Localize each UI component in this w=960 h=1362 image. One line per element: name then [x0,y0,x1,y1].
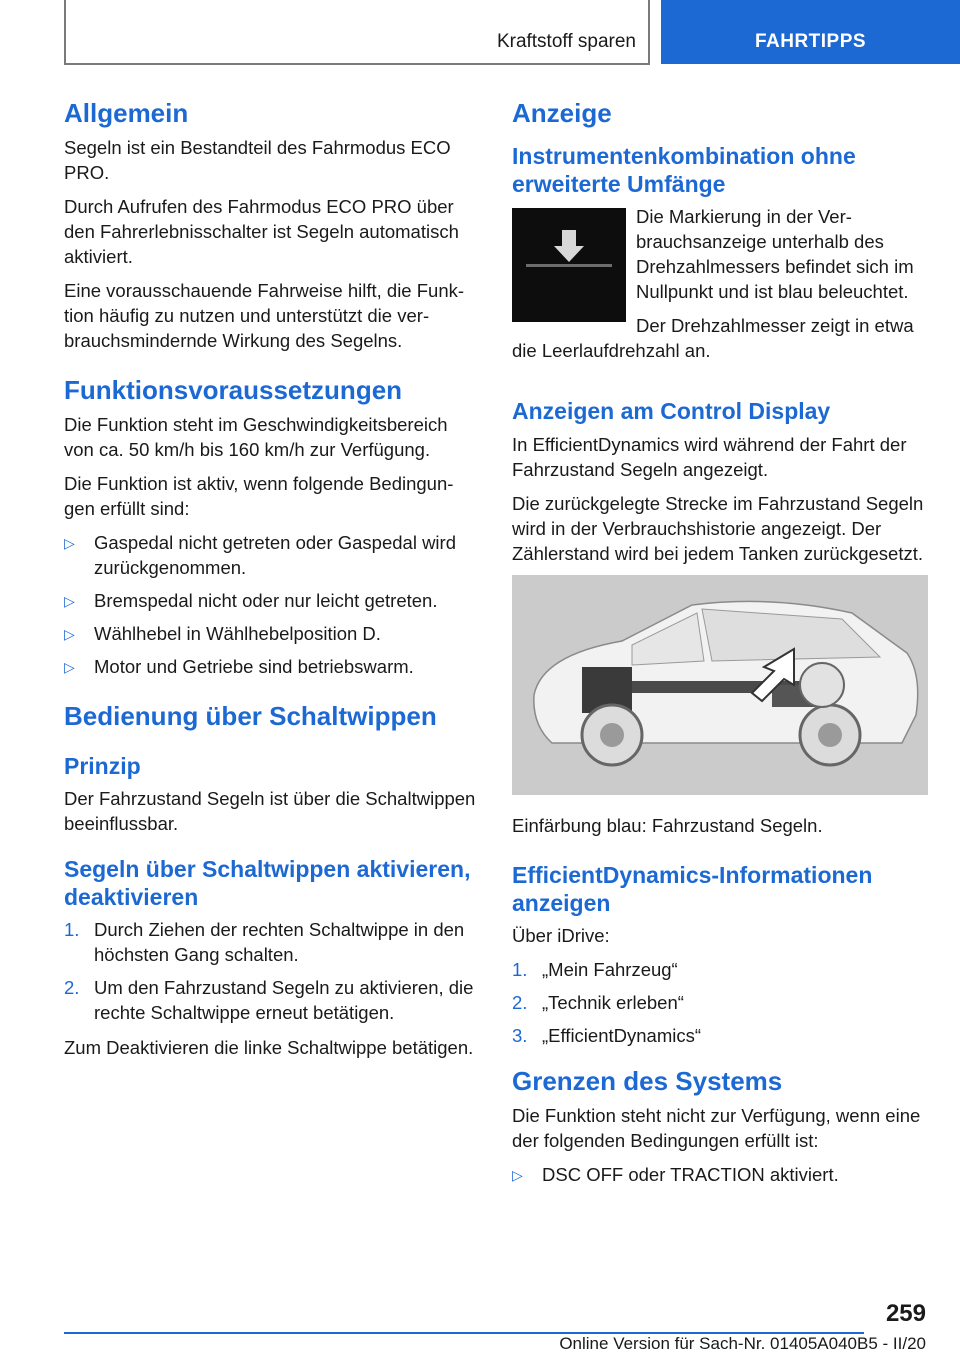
list-item: ▷ Motor und Getriebe sind betriebswarm. [64,654,478,679]
arrow-down-icon [512,208,626,322]
cluster-block [512,204,928,372]
chapter-tab[interactable]: FAHRTIPPS [661,0,960,64]
footer-version: Online Version für Sach-Nr. 01405A040B5 - II/20 [559,1334,926,1353]
cluster-display-image [512,208,626,322]
paragraph: Segeln ist ein Bestandteil des Fahrmodus ECO PRO. [64,137,451,184]
heading-funktionsvoraussetzungen: Funktionsvoraussetzungen [64,375,403,406]
paragraph: Der Drehzahlmesser zeigt in etwa die Leerlaufdrehzahl an. [512,315,914,362]
heading-prinzip: Prinzip [64,752,141,779]
paragraph: Eine vorausschauende Fahrweise hilft, die Funktion häufig zu nutzen und unterstützt die verbrauchsmindernde Wirkung des Segelns. [64,280,465,352]
paragraph: Die Funktion steht nicht zur Verfügung, wenn eine der folgenden Bedingungen erfüllt ist: [512,1105,921,1152]
page-footer [0,1290,960,1362]
list-item: ▷ Wählhebel in Wählhebelposition D. [64,621,478,646]
left-column [64,98,478,1069]
paragraph: Die Funktion ist aktiv, wenn folgende Bedingungen erfüllt sind: [64,473,454,520]
step-list [64,917,478,1025]
list-item: 2. „Technik erleben“ [512,992,684,1014]
header-divider [64,63,650,65]
heading-allgemein: Allgemein [64,98,189,128]
list-item: ▷ DSC OFF oder TRACTION aktiviert. [512,1162,928,1187]
paragraph: Die zurückgelegte Strecke im Fahrzustand Segeln wird in der Verbrauchshistorie angezeigt. Der Zählerstand wird bei jedem Tanken zurückgesetzt. [512,492,924,564]
page-number: 259 [885,1300,926,1327]
heading-anzeige: Anzeige [512,98,612,128]
car-illustration [512,575,928,795]
paragraph: In EfficientDynamics wird während der Fahrt der Fahrzustand Segeln angezeigt. [512,433,907,480]
paragraph: Durch Aufrufen des Fahrmodus ECO PRO über den Fahrerlebnisschalter ist Segeln automatisch aktiviert. [64,196,459,268]
list-item: 1. „Mein Fahrzeug“ [512,959,678,981]
paragraph: Die Markierung in der Verbrauchsanzeige unterhalb des Drehzahlmessers befindet sich im Nullpunkt und ist blau beleuchtet. [636,206,914,303]
section-title: Kraftstoff sparen [496,31,636,52]
list-item: 1. Durch Ziehen der rechten Schaltwippe in den höchsten Gang schalten. [64,919,465,966]
triangle-right-icon: ▷ [64,626,75,643]
page-header [0,0,960,66]
image-caption: Einfärbung blau: Fahrzustand Segeln. [512,814,823,836]
paragraph: Zum Deaktivieren die linke Schaltwippe betätigen. [64,1037,474,1059]
car-drivetrain-image [512,575,928,795]
heading-bedienung: Bedienung über Schaltwippen [64,701,437,732]
heading-control-display: Anzeigen am Control Display [512,398,831,425]
list-item: ▷ Bremspedal nicht oder nur leicht getreten. [64,588,478,613]
triangle-right-icon: ▷ [512,1167,523,1184]
header-divider [648,0,650,64]
list-item: ▷ Gaspedal nicht getreten oder Gaspedal wird zurückgenommen. [64,532,456,579]
idrive-steps [512,957,928,1048]
paragraph: Über iDrive: [512,925,610,947]
right-column [512,98,928,1197]
list-item: 2. Um den Fahrzustand Segeln zu aktivieren, die rechte Schaltwippe erneut betätigen. [64,977,474,1024]
heading-efficientdynamics: EfficientDynamics-Informationen anzeigen [512,861,873,916]
heading-grenzen: Grenzen des Systems [512,1066,783,1097]
heading-instrumentenkombination: Instrumentenkombination ohne erweiterte Umfänge [512,143,856,197]
triangle-right-icon: ▷ [64,593,75,610]
list-item: 3. „EfficientDynamics“ [512,1025,702,1047]
condition-list [64,530,478,679]
triangle-right-icon: ▷ [64,535,75,552]
paragraph: Der Fahrzustand Segeln ist über die Schaltwippen beeinflussbar. [64,788,476,835]
paragraph: Die Funktion steht im Geschwindigkeitsbereich von ca. 50 km/h bis 160 km/h zur Verfügung. [64,414,448,461]
triangle-right-icon: ▷ [64,659,75,676]
limit-list [512,1162,928,1187]
heading-segeln: Segeln über Schaltwippen aktivieren, deaktivieren [64,856,471,910]
